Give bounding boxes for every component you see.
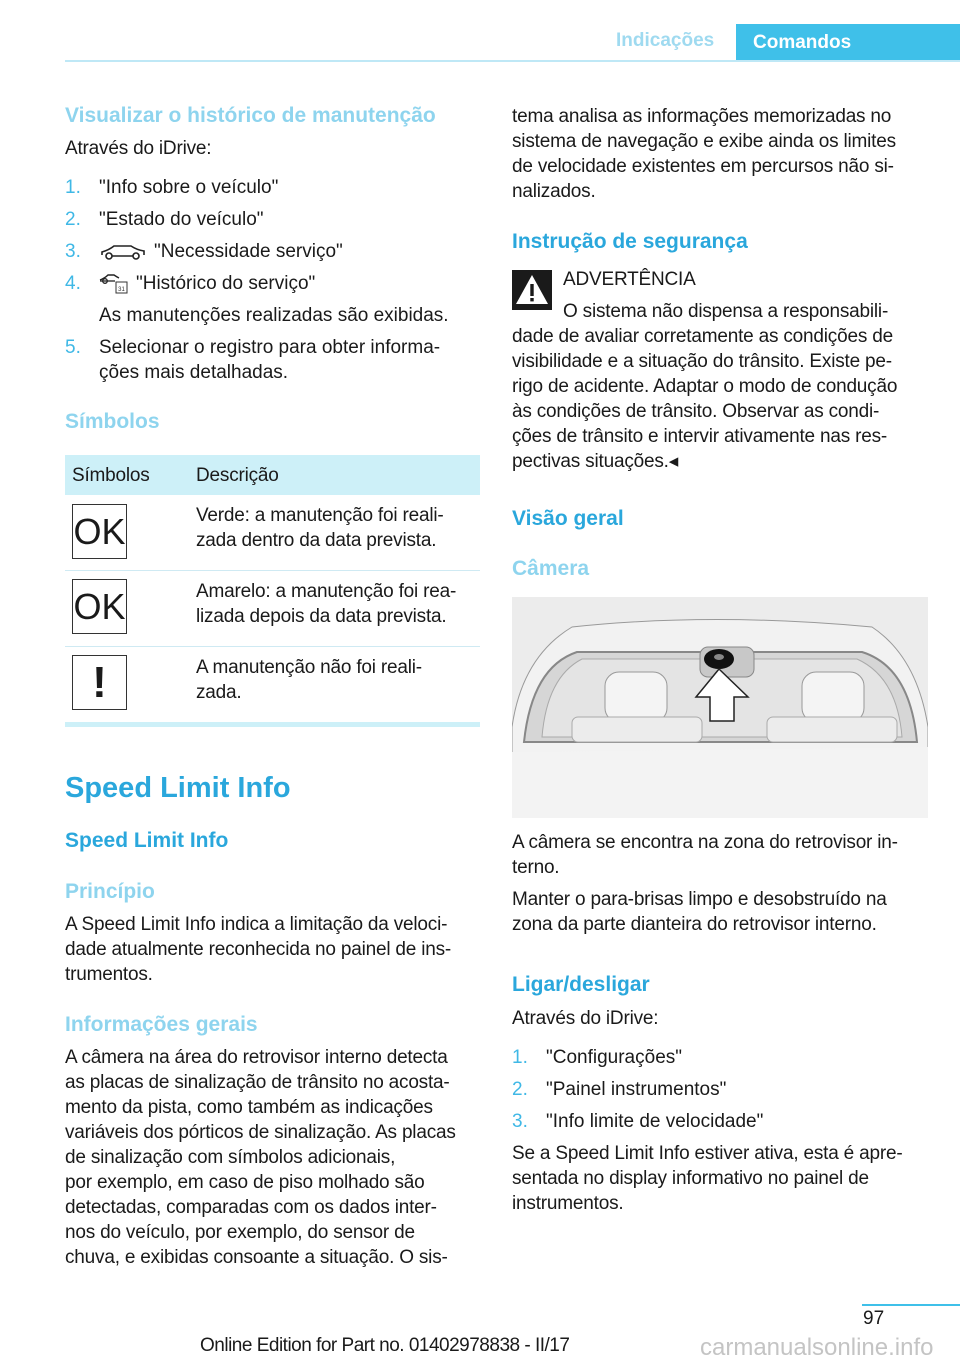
- step-5: [65, 335, 480, 385]
- text-line: A manutenção não foi reali-: [196, 657, 422, 678]
- step-1: [65, 175, 480, 200]
- text-line: dade atualmente reconhecida no painel de ins-: [65, 939, 452, 960]
- text-line: Amarelo: a manutenção foi rea-: [196, 581, 457, 602]
- symbol-text: !: [92, 657, 107, 707]
- step-text: "Histórico do serviço": [136, 273, 316, 294]
- step-number: 3.: [512, 1111, 528, 1132]
- step-text: [99, 335, 480, 385]
- car-calendar-icon: [99, 274, 129, 294]
- via-idrive-right: Através do iDrive:: [512, 1008, 659, 1029]
- row-description: [196, 655, 422, 705]
- row-description: [196, 579, 456, 629]
- warning-text: [512, 324, 897, 474]
- warning-first-line: O sistema não dispensa a responsabili-: [563, 301, 889, 322]
- step-3: [512, 1109, 927, 1134]
- text-line: de velocidade existentes em percursos não si-: [512, 156, 894, 177]
- text-line: tema analisa as informações memorizadas no: [512, 106, 892, 127]
- car-icon: [99, 244, 147, 260]
- heading-principio: Princípio: [65, 880, 155, 903]
- text-line: ções de trânsito e intervir ativamente nas res-: [512, 426, 887, 447]
- svg-text:31: 31: [118, 287, 125, 293]
- text-line: sistema de navegação e exibe ainda os limites: [512, 131, 896, 152]
- table-row: [65, 571, 480, 647]
- paragraph-informacoes-gerais: [65, 1045, 456, 1270]
- watermark: carmanualsonline.info: [700, 1334, 934, 1361]
- col-simbolos: Símbolos: [72, 465, 150, 486]
- step-number: 5.: [65, 337, 81, 358]
- table-row: [65, 495, 480, 571]
- paragraph-camera-location: [512, 830, 898, 880]
- paragraph-final: [512, 1141, 902, 1216]
- text-line: as placas de sinalização de trânsito no acosta-: [65, 1072, 450, 1093]
- step-text: "Info sobre o veículo": [99, 177, 279, 198]
- step-4-note: As manutenções realizadas são exibidas.: [99, 305, 449, 326]
- step-number: 2.: [512, 1079, 528, 1100]
- step-number: 3.: [65, 241, 81, 262]
- text-line: instrumentos.: [512, 1193, 624, 1214]
- row-description: [196, 503, 444, 553]
- text-line: variáveis dos pórticos de sinalização. As placas: [65, 1122, 456, 1143]
- text-line: chuva, e exibidas consoante a situação. O sis-: [65, 1247, 448, 1268]
- text-line: A câmera na área do retrovisor interno detecta: [65, 1047, 448, 1068]
- heading-speed-limit-info: Speed Limit Info: [65, 829, 229, 852]
- heading-historico: Visualizar o histórico de manutenção: [65, 104, 436, 127]
- tab-comandos[interactable]: Comandos: [736, 24, 960, 62]
- heading-ligar-desligar: Ligar/desligar: [512, 973, 650, 996]
- text-line: Verde: a manutenção foi reali-: [196, 505, 444, 526]
- text-line: detectadas, comparadas com os dados inter-: [65, 1197, 437, 1218]
- steps-list-right: [512, 1045, 927, 1135]
- text-line: nos do veículo, por exemplo, do sensor de: [65, 1222, 415, 1243]
- text-line: às condições de trânsito. Observar as condi-: [512, 401, 880, 422]
- ok-yellow-icon: [72, 579, 127, 634]
- step-number: 4.: [65, 273, 81, 294]
- step-2: [512, 1077, 927, 1102]
- step-4: [65, 271, 480, 296]
- text-line: Se a Speed Limit Info estiver ativa, esta é apre-: [512, 1143, 903, 1164]
- step-text: "Necessidade serviço": [154, 241, 343, 262]
- text-line: terno.: [512, 857, 560, 878]
- ok-green-icon: [72, 504, 127, 559]
- step-text: "Configurações": [546, 1047, 683, 1068]
- step-number: 2.: [65, 209, 81, 230]
- symbol-text: OK: [73, 510, 126, 552]
- step-3: [65, 239, 480, 264]
- text-line: zada.: [196, 682, 242, 703]
- text-line: nalizados.: [512, 181, 596, 202]
- paragraph-camera-clean: [512, 887, 887, 937]
- text-line: por exemplo, em caso de piso molhado são: [65, 1172, 425, 1193]
- text-line: zona da parte dianteira do retrovisor interno.: [512, 914, 877, 935]
- text-line: A câmera se encontra na zona do retrovisor in-: [512, 832, 898, 853]
- heading-seguranca: Instrução de segurança: [512, 230, 748, 253]
- paragraph-continued: [512, 104, 896, 204]
- text-line: ções mais detalhadas.: [99, 362, 289, 383]
- text-line: Manter o para-brisas limpo e desobstruído na: [512, 889, 887, 910]
- heading-camera: Câmera: [512, 557, 590, 580]
- heading-informacoes-gerais: Informações gerais: [65, 1013, 258, 1036]
- text-line: trumentos.: [65, 964, 153, 985]
- step-1: [512, 1045, 927, 1070]
- paragraph-principio: [65, 912, 451, 987]
- warning-icon: [512, 270, 552, 310]
- camera-location-illustration: [512, 597, 928, 818]
- tab-indicacoes[interactable]: Indicações: [616, 30, 715, 51]
- text-line: zada dentro da data prevista.: [196, 530, 437, 551]
- text-line: visibilidade e a situação do trânsito. Existe pe-: [512, 351, 892, 372]
- step-text: "Painel instrumentos": [546, 1079, 727, 1100]
- table-row: [65, 647, 480, 723]
- step-number: 1.: [512, 1047, 528, 1068]
- text-line: rigo de acidente. Adaptar o modo de condução: [512, 376, 898, 397]
- text-line: dade de avaliar corretamente as condições de: [512, 326, 893, 347]
- text-line: de sinalização com símbolos adicionais,: [65, 1147, 396, 1168]
- step-number: 1.: [65, 177, 81, 198]
- step-text: "Info limite de velocidade": [546, 1111, 764, 1132]
- header-rule: [65, 60, 960, 62]
- table-header: [65, 455, 480, 495]
- footer-rule: [862, 1304, 960, 1306]
- text-line: A Speed Limit Info indica a limitação da veloci-: [65, 914, 448, 935]
- symbol-text: OK: [73, 585, 126, 627]
- text-line: sentada no display informativo no painel de: [512, 1168, 869, 1189]
- step-text: "Estado do veículo": [99, 209, 264, 230]
- edition-text: Online Edition for Part no. 01402978838 - II/17: [200, 1335, 570, 1356]
- heading-speed-limit-info-chapter: Speed Limit Info: [65, 772, 291, 804]
- text-line: pectivas situações.◂: [512, 451, 679, 472]
- warning-title: ADVERTÊNCIA: [563, 269, 696, 290]
- col-descricao: Descrição: [196, 465, 279, 486]
- via-idrive: Através do iDrive:: [65, 138, 212, 159]
- exclamation-icon: [72, 655, 127, 710]
- text-line: lizada depois da data prevista.: [196, 606, 447, 627]
- text-line: mento da pista, como também as indicações: [65, 1097, 433, 1118]
- heading-simbolos: Símbolos: [65, 410, 160, 433]
- text-line: Selecionar o registro para obter informa-: [99, 337, 441, 358]
- table-bottom-rule: [65, 722, 480, 727]
- symbols-table: [65, 495, 480, 725]
- step-2: [65, 207, 480, 232]
- page-number: 97: [863, 1308, 885, 1329]
- steps-list: [65, 175, 480, 395]
- heading-visao-geral: Visão geral: [512, 507, 624, 530]
